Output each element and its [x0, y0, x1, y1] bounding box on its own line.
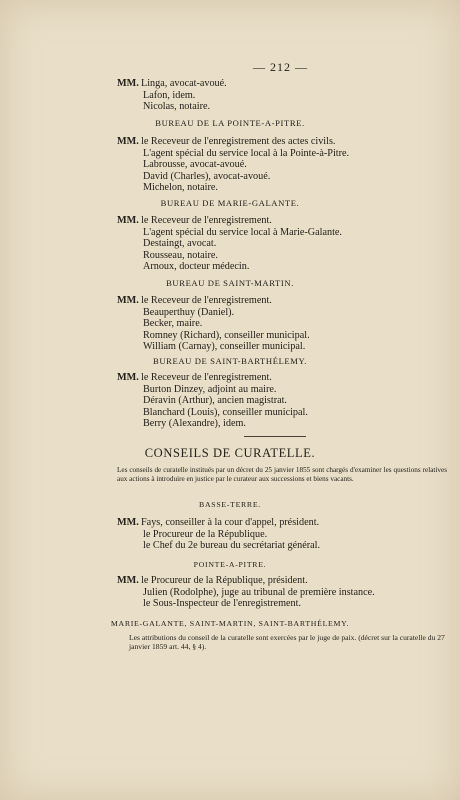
member-line: le Receveur de l'enregistrement. [141, 372, 272, 383]
member-line: Fays, conseiller à la cour d'appel, président. [141, 517, 320, 528]
members-block-saint-martin [0, 295, 460, 353]
member-line: Labrousse, avocat-avoué. [143, 159, 247, 170]
member-line: le Chef du 2e bureau du secrétariat général. [143, 540, 321, 551]
member-line: Berry (Alexandre), idem. [143, 418, 246, 429]
member-line: L'agent spécial du service local à Marie-Galante. [143, 226, 342, 238]
mm-label: MM. [117, 295, 139, 306]
section-heading-saint-barthelemy: BUREAU DE SAINT-BARTHÉLEMY. [153, 356, 307, 366]
members-block-basse-terre [0, 517, 460, 552]
curatelle-note: Les conseils de curatelle institués par un décret du 25 janvier 1855 sont chargés d'examiner les questions relatives aux actions à introduire en justice par le curateur aux successions et biens vacants. [117, 466, 447, 483]
member-line: Arnoux, docteur médecin. [143, 261, 250, 272]
member-line: le Procureur de la République. [143, 528, 268, 540]
members-block-marie-galante [0, 215, 460, 273]
section-heading-pointe-a-pitre-2: POINTE-A-PITRE. [193, 560, 267, 569]
member-line: Linga, avocat-avoué. [141, 78, 227, 89]
member-line: Romney (Richard), conseiller municipal. [143, 329, 310, 341]
section-heading-dependances: MARIE-GALANTE, SAINT-MARTIN, SAINT-BARTHÉLEMY. [110, 619, 350, 628]
member-line: Nicolas, notaire. [143, 101, 211, 112]
members-block-pointe-a-pitre [0, 136, 460, 194]
member-row [0, 90, 460, 102]
member-line: Rousseau, notaire. [143, 249, 218, 261]
member-line: Blanchard (Louis), conseiller municipal. [143, 406, 308, 418]
mm-label: MM. [117, 78, 139, 89]
member-line: le Procureur de la République, président. [141, 575, 308, 586]
section-heading-saint-martin: BUREAU DE SAINT-MARTIN. [166, 278, 294, 288]
section-heading-basse-terre: BASSE-TERRE. [199, 500, 261, 509]
member-row [0, 78, 460, 90]
section-title-conseils: CONSEILS DE CURATELLE. [144, 446, 316, 460]
mm-label: MM. [117, 215, 139, 226]
member-row [0, 101, 460, 113]
members-block-top [0, 78, 460, 113]
mm-label: MM. [117, 136, 139, 147]
member-line: Destaingt, avocat. [143, 238, 217, 249]
member-line: L'agent spécial du service local à la Pointe-à-Pitre. [143, 147, 350, 159]
member-line: David (Charles), avocat-avoué. [143, 170, 271, 182]
member-line: le Receveur de l'enregistrement des actes civils. [141, 136, 336, 147]
section-divider [244, 436, 306, 437]
member-line: Beauperthuy (Daniel). [143, 306, 235, 318]
mm-label: MM. [117, 575, 139, 586]
juge-de-paix-note: Les attributions du conseil de la curatelle sont exercées par le juge de paix. (décret sur la curatelle du 27 janvier 1859 art. 44, § 4). [129, 633, 445, 651]
page-number: — 212 — [253, 60, 308, 74]
section-heading-pointe-a-pitre: BUREAU DE LA POINTE-A-PITRE. [155, 118, 305, 128]
member-line: le Sous-Inspecteur de l'enregistrement. [143, 598, 301, 609]
mm-label: MM. [117, 372, 139, 383]
member-line: Burton Dinzey, adjoint au maire. [143, 383, 277, 395]
member-line: le Receveur de l'enregistrement. [141, 295, 272, 306]
members-block-pointe-a-pitre-2 [0, 575, 460, 610]
member-line: William (Carnay), conseiller municipal. [143, 341, 306, 352]
members-block-saint-barthelemy [0, 372, 460, 430]
member-line: Déravin (Arthur), ancien magistrat. [143, 395, 287, 406]
mm-label: MM. [117, 517, 139, 528]
member-line: Michelon, notaire. [143, 182, 218, 193]
member-line: Julien (Rodolphe), juge au tribunal de première instance. [143, 586, 375, 598]
member-line: le Receveur de l'enregistrement. [141, 215, 272, 226]
section-heading-marie-galante: BUREAU DE MARIE-GALANTE. [160, 198, 300, 208]
member-line: Lafon, idem. [143, 89, 196, 101]
member-line: Becker, maire. [143, 318, 203, 329]
